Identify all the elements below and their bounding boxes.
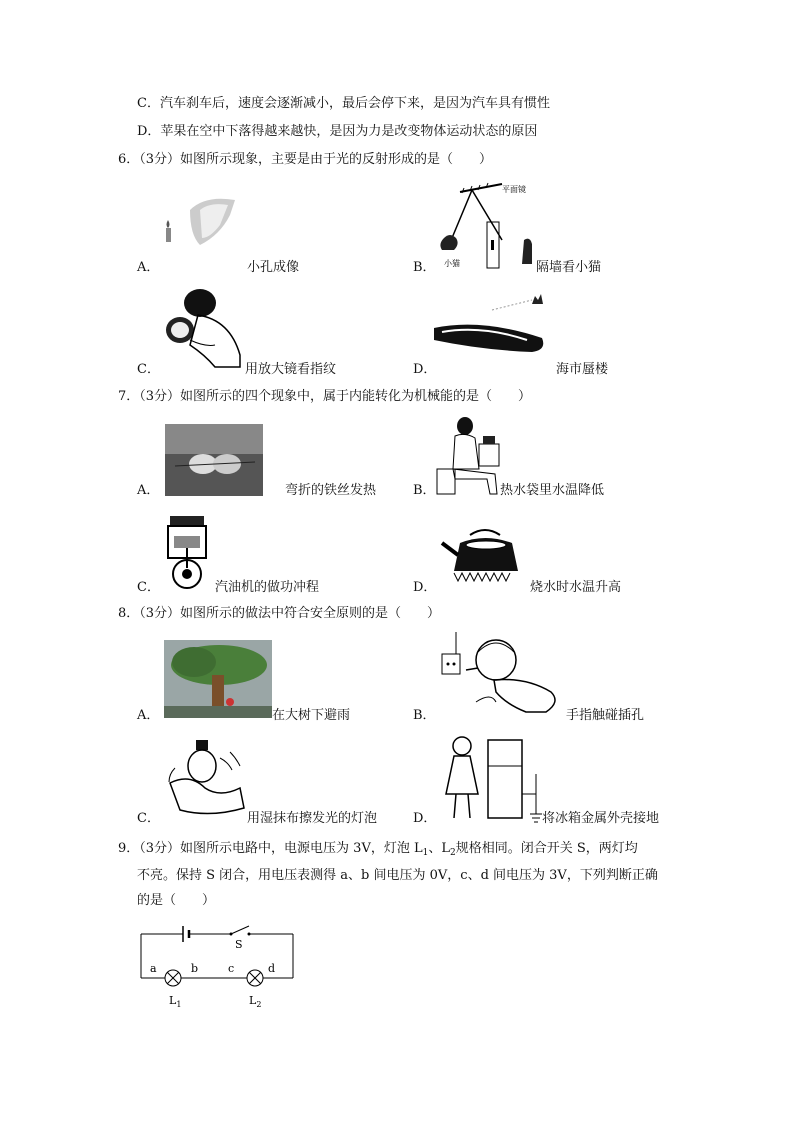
q8a-tree-figure	[164, 640, 272, 718]
q7c-letter: C．	[137, 580, 160, 595]
q8a-letter: A．	[137, 708, 160, 723]
q6b-mirror-figure	[432, 180, 542, 275]
q7c-engine-figure	[160, 512, 215, 592]
q7-stem: 7．（3分）如图所示的四个现象中，属于内能转化为机械能的是（ ）	[118, 389, 532, 404]
q6a-letter: A．	[137, 260, 160, 275]
q8d-caption: 将冰箱金属外壳接地	[542, 811, 660, 826]
lamp-l2-label: $L_2$	[249, 994, 262, 1009]
q9-stem-line2: 不亮。保持 S 闭合，用电压表测得 a、b 间电压为 0V，c、d 间电压为 3V，下列判断正确	[137, 868, 658, 883]
q8c-caption: 用湿抹布擦发光的灯泡	[247, 811, 378, 826]
q8c-letter: C．	[137, 811, 160, 826]
q8-stem: 8．（3分）如图所示的做法中符合安全原则的是（ ）	[118, 606, 441, 621]
q6b-caption: 隔墙看小猫	[536, 260, 602, 275]
q6c-caption: 用放大镜看指纹	[245, 362, 337, 377]
q7b-caption: 热水袋里水温降低	[500, 483, 605, 498]
q8d-fridge-figure	[440, 734, 548, 826]
q6c-magnifier-figure	[160, 285, 245, 370]
q5-option-c: C．汽车刹车后，速度会逐渐减小，最后会停下来，是因为汽车具有惯性	[137, 96, 550, 111]
q7a-letter: A．	[137, 483, 160, 498]
q6d-letter: D．	[413, 362, 437, 377]
q8b-socket-figure	[436, 632, 568, 717]
point-c: c	[228, 962, 235, 975]
q8d-letter: D．	[413, 811, 437, 826]
q7d-kettle-figure	[440, 525, 530, 587]
q7b-letter: B．	[413, 483, 436, 498]
switch-label: S	[235, 938, 243, 951]
q9-circuit-diagram	[135, 920, 305, 1015]
point-d: d	[268, 962, 276, 975]
q6c-letter: C．	[137, 362, 160, 377]
q6b-letter: B．	[413, 260, 436, 275]
q8b-letter: B．	[413, 708, 436, 723]
point-a: a	[150, 962, 157, 975]
q8a-caption: 在大树下避雨	[272, 708, 351, 723]
q9-stem-line1: 9．（3分）如图所示电路中，电源电压为 3V，灯泡 $L_1$、$L_2$规格相同。闭合开关 S，两灯均	[118, 841, 638, 858]
q7d-letter: D．	[413, 580, 437, 595]
q8c-bulb-figure	[160, 738, 248, 818]
q6d-mirage-figure	[432, 290, 552, 360]
switch-lever	[231, 926, 249, 934]
q6b-mirror-label: 平面镜	[502, 185, 526, 194]
q7c-caption: 汽油机的做功冲程	[215, 580, 320, 595]
q6a-pinhole-figure	[160, 190, 240, 250]
q8b-caption: 手指触碰插孔	[566, 708, 645, 723]
point-b: b	[191, 962, 199, 975]
q7a-wire-figure	[165, 424, 263, 496]
q6d-caption: 海市蜃楼	[556, 362, 609, 377]
q7d-caption: 烧水时水温升高	[530, 580, 622, 595]
q6b-cat-label: 小猫	[444, 259, 460, 268]
q6-stem: 6．（3分）如图所示现象，主要是由于光的反射形成的是（ ）	[118, 152, 493, 167]
q7b-hotwater-figure	[435, 414, 505, 496]
q6a-caption: 小孔成像	[247, 260, 300, 275]
q7a-caption: 弯折的铁丝发热	[285, 483, 377, 498]
lamp-l1-label: $L_1$	[169, 994, 182, 1009]
q9-stem-line3: 的是（ ）	[137, 893, 216, 908]
q5-option-d: D．苹果在空中下落得越来越快，是因为力是改变物体运动状态的原因	[137, 124, 538, 139]
